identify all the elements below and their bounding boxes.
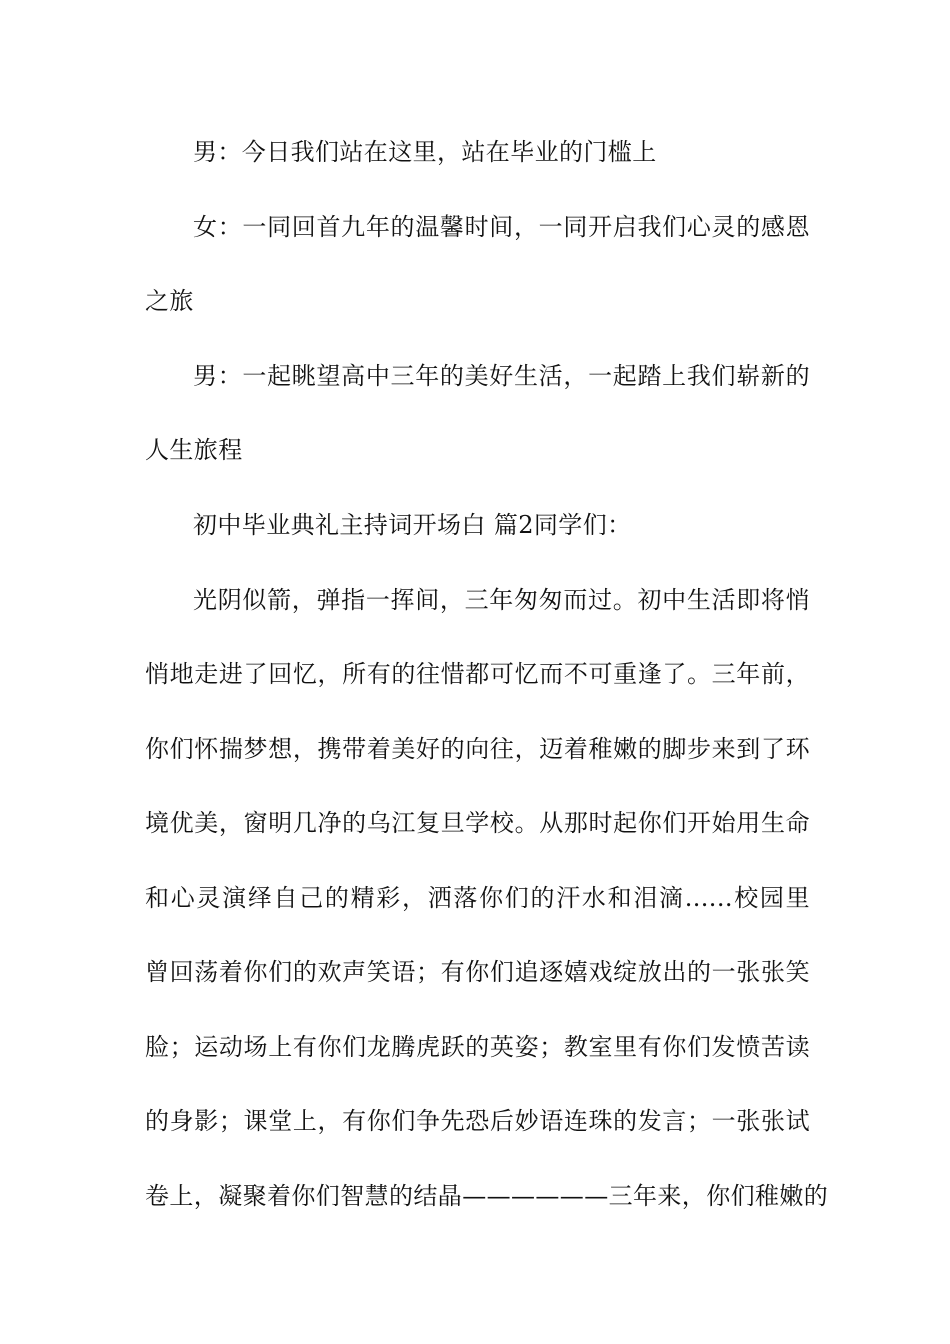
section-heading: 初中毕业典礼主持词开场白 篇2同学们： [193, 511, 632, 539]
dialogue-line-male-2: 男：一起眺望高中三年的美好生活，一起踏上我们崭新的 [193, 362, 810, 390]
paragraph-line: 光阴似箭，弹指一挥间，三年匆匆而过。初中生活即将悄 [193, 586, 810, 614]
paragraph-line: 你们怀揣梦想，携带着美好的向往，迈着稚嫩的脚步来到了环 [145, 735, 810, 763]
paragraph-line: 曾回荡着你们的欢声笑语；有你们追逐嬉戏绽放出的一张张笑 [145, 958, 810, 986]
dialogue-line-female-1-cont: 之旅 [145, 287, 194, 315]
paragraph-line: 的身影；课堂上，有你们争先恐后妙语连珠的发言；一张张试 [145, 1107, 810, 1135]
dialogue-line-male-1: 男：今日我们站在这里，站在毕业的门槛上 [193, 138, 657, 166]
paragraph-line: 和心灵演绎自己的精彩，洒落你们的汗水和泪滴......校园里 [145, 884, 810, 912]
paragraph-line: 悄地走进了回忆，所有的往惜都可忆而不可重逢了。三年前， [145, 660, 810, 688]
paragraph-line: 脸；运动场上有你们龙腾虎跃的英姿；教室里有你们发愤苦读 [145, 1033, 810, 1061]
paragraph-line: 境优美，窗明几净的乌江复旦学校。从那时起你们开始用生命 [145, 809, 810, 837]
dialogue-line-female-1: 女：一同回首九年的温馨时间，一同开启我们心灵的感恩 [193, 213, 810, 241]
dialogue-line-male-2-cont: 人生旅程 [145, 436, 243, 464]
paragraph-line: 卷上，凝聚着你们智慧的结晶——————三年来，你们稚嫩的 [145, 1182, 829, 1210]
